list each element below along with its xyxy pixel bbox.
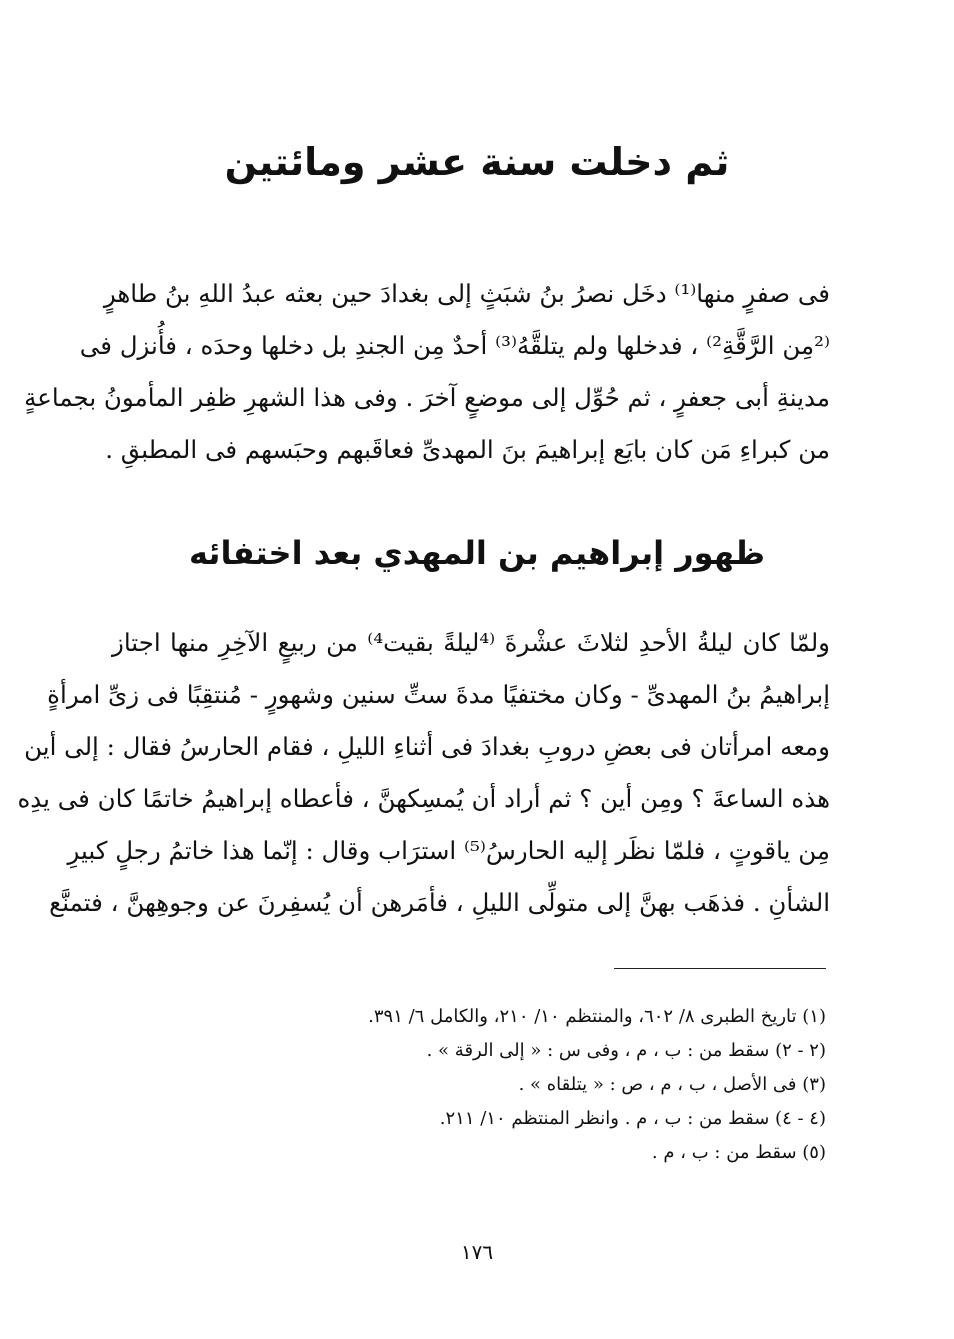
text-line: فى صفرٍ منها⁽¹⁾ دخَل نصرُ بنُ شبَثٍ إلى بغدادَ حين بعثه عبدُ اللهِ بنُ طاهرٍ (103, 279, 830, 308)
footnote: (١) تاريخ الطبرى ٨/ ٦٠٢، والمنتظم ١٠/ ٢١٠، والكامل ٦/ ٣٩١. (368, 1006, 826, 1027)
section-heading: ظهور إبراهيم بن المهدي بعد اختفائه (189, 534, 765, 572)
text-line: هذه الساعةَ ؟ ومِن أين ؟ ثم أراد أن يُمسِكهنَّ ، فأعطاه إبراهيمُ خاتمًا كان فى يدِه (17, 784, 830, 813)
text-line: ⁽²مِن الرَّقَّةِ²⁾ ، فدخلها ولم يتلقَّهُ⁽³⁾ أحدٌ مِن الجندِ بل دخلها وحدَه ، فأُنزل فى (79, 331, 830, 360)
text-line: مدينةِ أبى جعفرٍ ، ثم حُوِّل إلى موضعٍ آخرَ . وفى هذا الشهرِ ظفِر المأمونُ بجماعةٍ (24, 383, 830, 412)
page-number: ١٧٦ (460, 1240, 494, 1264)
text-line: إبراهيمُ بنُ المهدىِّ - وكان مختفيًا مدةَ ستِّ سنين وشهورٍ - مُنتقِبًا فى زىِّ امرأةٍ (47, 680, 830, 709)
text-line: مِن ياقوتٍ ، فلمّا نظَر إليه الحارسُ⁽⁵⁾ استرَاب وقال : إنّما هذا خاتمُ رجلٍ كبيرِ (67, 836, 830, 865)
paragraph (17, 617, 830, 929)
section-heading: ثم دخلت سنة عشر ومائتين (224, 140, 730, 184)
text-line: ومعه امرأتان فى بعضِ دروبِ بغدادَ فى أثناءِ الليلِ ، فقام الحارسُ فقال : إلى أين (24, 732, 830, 761)
text-line: الشأنِ . فذهَب بهنَّ إلى متولِّى الليلِ ، فأمَرهن أن يُسفِرنَ عن وجوهِهنَّ ، فتمنَّع (49, 888, 830, 917)
footnotes-list (200, 1000, 826, 1170)
footnote: (٥) سقط من : ب ، م . (651, 1142, 826, 1163)
text-line: ولمّا كان ليلةُ الأحدِ لثلاثَ عشْرةَ ⁽⁴ليلةً بقيت⁴⁾ من ربيعٍ الآخِرِ منها اجتاز (112, 628, 830, 657)
paragraph (24, 268, 830, 476)
text-line: من كبراءِ مَن كان بايَع إبراهيمَ بنَ المهدىِّ فعاقَبهم وحبَسهم فى المطبقِ . (105, 435, 830, 464)
footnote-divider (614, 968, 826, 969)
footnote: (٢ - ٢) سقط من : ب ، م ، وفى س : « إلى الرقة » . (426, 1040, 826, 1061)
footnote: (٤ - ٤) سقط من : ب ، م . وانظر المنتظم ١٠/ ٢١١. (439, 1108, 826, 1129)
footnote: (٣) فى الأصل ، ب ، م ، ص : « يتلقاه » . (518, 1074, 826, 1095)
